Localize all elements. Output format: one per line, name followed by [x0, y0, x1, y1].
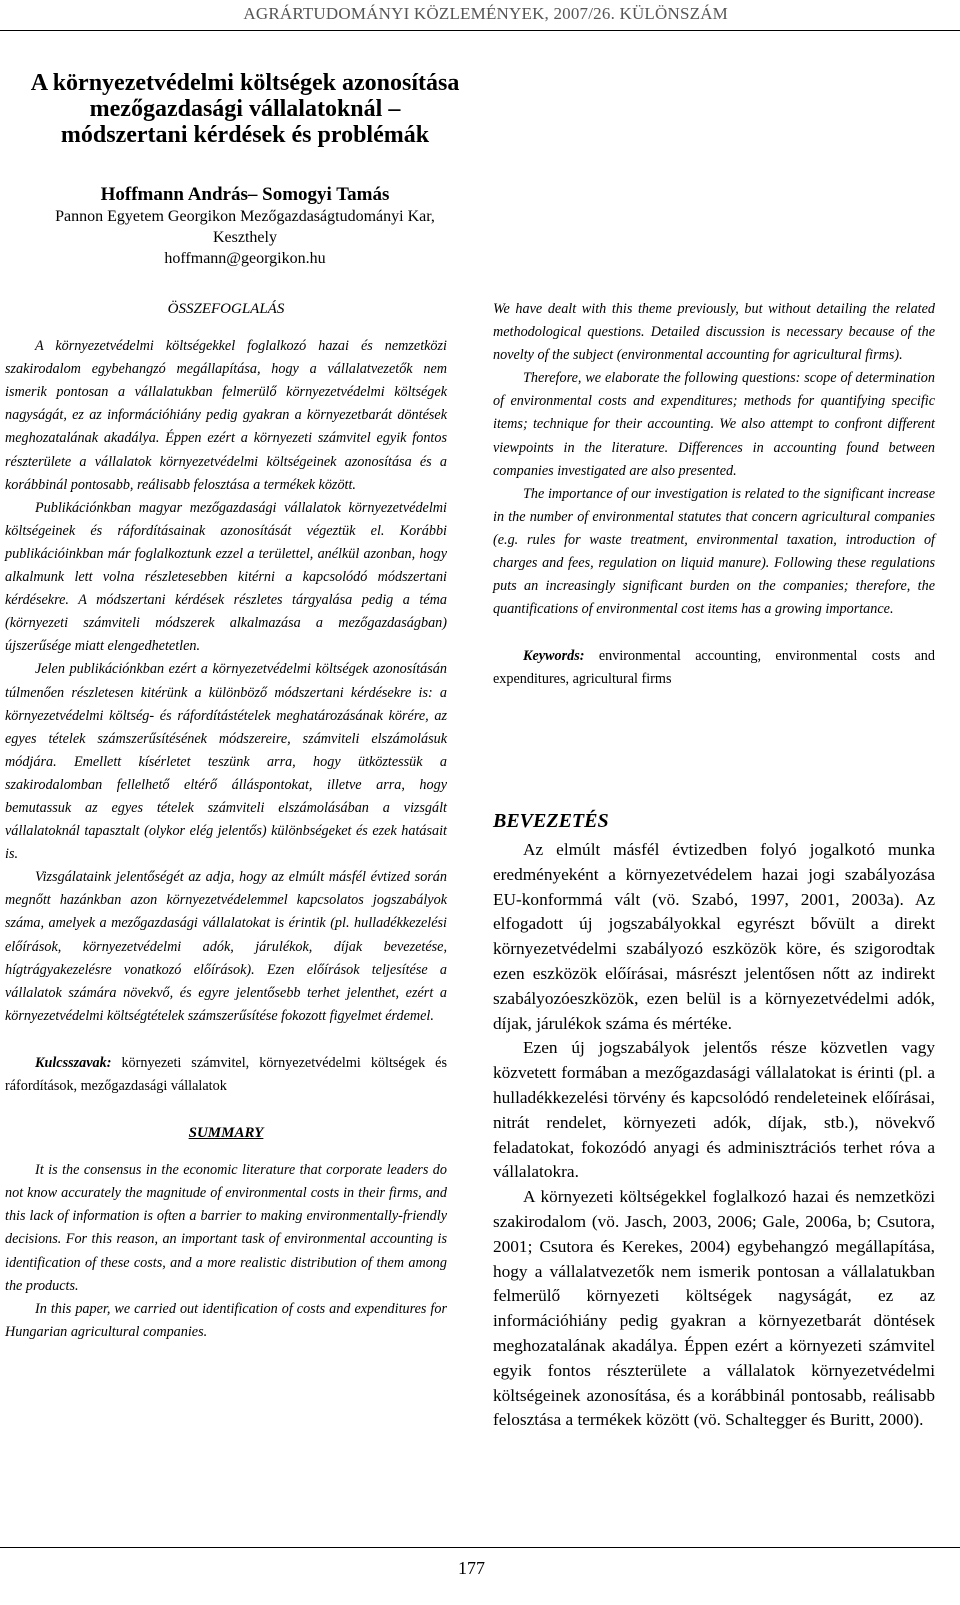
introduction-paragraph: Az elmúlt másfél évtizedben folyó jogalkotó munka eredményeként a környezetvédelem hazai jogi szabályozása EU-konformmá vált (vö. Szabó, 1997, 2001, 2003a). Az elfogadott új jogszabályokkal egyrészt bővült a direkt környezetvédelmi szabályozó eszközök köre, és szigorodtak ezen eszközök előírásai, másrészt jelentősen nőtt az indirekt szabályozóeszközök, ezen belül is a környezetvédelmi adók, díjak, járulékok száma és mértéke. [493, 840, 935, 1033]
introduction-body [493, 838, 935, 1433]
keywords-en-label: Keywords: [523, 648, 585, 665]
summary-heading: SUMMARY [188, 1125, 264, 1142]
page-number: 177 [458, 1558, 485, 1578]
summary-paragraph: The importance of our investigation is related to the significant increase in the number of environmental statutes that concern agricultural companies (e.g. rules for waste treatment, environmental taxation, introduction of charges and fees, regulation on liquid manure). Following these regulations puts an increasingly significant burden on the companies; therefore, the quantifications of environmental cost items has a growing importance. [493, 485, 935, 618]
keywords-hu-label: Kulcsszavak: [35, 1054, 112, 1071]
summary-paragraph: It is the consensus in the economic literature that corporate leaders do not know accurately the magnitude of environmental costs in their firms, and this lack of information is often a barrier to making environmentally-friendly decisions. For this reason, an important task of environmental accounting is identification of these costs, and a more realistic distribution of them among the products. [5, 1162, 447, 1294]
summary-paragraph: We have dealt with this theme previously, but without detailing the related methodological questions. Detailed discussion is necessary because of the novelty of the subject (environmental accounting for agricultural firms). [493, 301, 935, 364]
abstract-hu-paragraph: Publikációnkban magyar mezőgazdasági vállalatok környezetvédelmi költségeinek és ráfordításainak azonosítását végeztük el. Korábbi publikációinkban már foglalkoztunk ezzel a területtel, anélkül azonban, hogy alkalmunk lett volna részletesebben kitérni a kapcsolódó módszertani kérdésekre. A módszertani kérdések részletes tárgyalása pedig a téma (környezeti számviteli módszerek alkalmazása a mezőgazdaságban) újszerűsége miatt elengedhetetlen. [5, 499, 447, 655]
header-rule [0, 30, 960, 31]
running-head: AGRÁRTUDOMÁNYI KÖZLEMÉNYEK, 2007/26. KÜLÖNSZÁM [243, 4, 728, 23]
abstract-hu-paragraph: Vizsgálataink jelentőségét az adja, hogy az elmúlt másfél évtized során megnőtt hazánkban azon környezetvédelemmel kapcsolatos jogszabályok száma, amelyek a mezőgazdasági vállalatokat is érintik (pl. hulladékkezelési előírások, környezetvédelmi adók, járulékok, díjak bevezetése, hígtrágyakezelésre vonatkozó előírások). Ezen előírások teljesítése a vállalatok számára növekvő, és egyre jelentősebb terhet jelenthet, ezért a környezetvédelmi költségtételek számszerűsítése fokozott figyelmet érdemel. [5, 869, 447, 1024]
keywords-hu-text: környezeti számvitel, környezetvédelmi költségek és ráfordítások, mezőgazdasági vállalatok [5, 1054, 447, 1094]
introduction-paragraph: A környezeti költségekkel foglalkozó hazai és nemzetközi szakirodalom (vö. Jasch, 2003, 2006; Gale, 2006a, b; Csutora, 2001; Csutora és Kerekes, 2004) egybehangzó megállapítása, hogy a vállalatvezetők nem ismerik pontosan a vállalatukban felmerülő környezeti költségek nagyságát, ez az információhiány pedig gyakran a környezetbarát döntések meghozatalának akadálya. Éppen ezért a környezeti számvitel egyik fontos részterülete a vállalatok környezetvédelmi költségeinek azonosítása, és a korábbinál pontosabb, reálisabb felosztása a termékek között (vö. Schaltegger és Buritt, 2000). [493, 1187, 935, 1430]
spacer [5, 1028, 447, 1052]
keywords-en [493, 645, 935, 691]
title-line-2: mezőgazdasági vállalatoknál – [89, 96, 401, 122]
abstract-hu-heading: ÖSSZEFOGLALÁS [167, 301, 285, 317]
introduction-heading: BEVEZETÉS [493, 810, 609, 832]
abstract-hu-paragraph: Jelen publikációnkban ezért a környezetvédelmi költségek azonosításán túlmenően részletesen kitérünk a különböző módszertani kérdésekre is: a környezetvédelmi költség- és ráfordítástételek meghatározásának körére, az egyes tételek számszerűsítésének módszereire, számviteli elszámolásuk módjára. Emellett kísérletet teszünk arra, hogy ütköztessük a szakirodalomban fellelhető eltérő álláspontokat, illetve arra, hogy bemutassuk az egyes tételek számviteli elszámolásában a vizsgált vállalatoknál tapasztalt (olykor elég jelentős) különbségeket és ezek hatásait is. [5, 661, 447, 863]
affiliation-line-2: Keszthely [213, 229, 277, 246]
abstract-hu-paragraph: A környezetvédelmi költségekkel foglalkozó hazai és nemzetközi szakirodalom egybehangzó megállapítása, hogy a vállalatvezetők nem ismerik pontosan a vállalatukban felmerülő környezetvédelmi költségek nagyságát, ez az információhiány pedig gyakran a környezetbarát döntések meghozatalának akadálya. Éppen ezért a környezeti számvitel egyik fontos részterülete a vállalatok környezetvédelmi költségeinek azonosítása és a korábbinál pontosabb, reálisabb felosztása a termékek között. [5, 338, 447, 493]
title-block [0, 70, 490, 269]
authors: Hoffmann András– Somogyi Tamás [100, 184, 390, 205]
affiliation [0, 206, 490, 269]
keywords-hu [5, 1052, 447, 1098]
summary-paragraph: In this paper, we carried out identification of costs and expenditures for Hungarian agricultural companies. [5, 1300, 447, 1340]
introduction-paragraph: Ezen új jogszabályok jelentős része közvetlen vagy közvetett formában a mezőgazdasági vállalatokat is érinti (pl. a hulladékkezelési törvény és kapcsolódó rendeleteinek előírásai, nitrát rendelet, környezeti adók, díjak, stb.), növekvő feladatokat, fokozódó anyagi és adminisztrációs terhet róva a vállalatokra. [493, 1038, 935, 1182]
title-line-3: módszertani kérdések és problémák [60, 122, 430, 148]
left-column [5, 298, 447, 1344]
right-column [493, 298, 935, 692]
summary-paragraph: Therefore, we elaborate the following questions: scope of determination of environmental costs and expenditures; methods for quantifying specific items; technique for their accounting. We also attempt to confront different viewpoints in the literature. Differences in accounting found between companies investigated are also presented. [493, 370, 935, 479]
spacer [5, 1098, 447, 1122]
keywords-en-text: environmental accounting, environmental costs and expenditures, agricultural firms [493, 648, 935, 688]
author-email[interactable]: hoffmann@georgikon.hu [164, 250, 326, 267]
paper-title [0, 70, 490, 148]
affiliation-line-1: Pannon Egyetem Georgikon Mezőgazdaságtudományi Kar, [55, 208, 435, 225]
footer-rule [0, 1547, 960, 1548]
title-line-1: A környezetvédelmi költségek azonosítása [30, 70, 460, 96]
spacer [493, 621, 935, 645]
